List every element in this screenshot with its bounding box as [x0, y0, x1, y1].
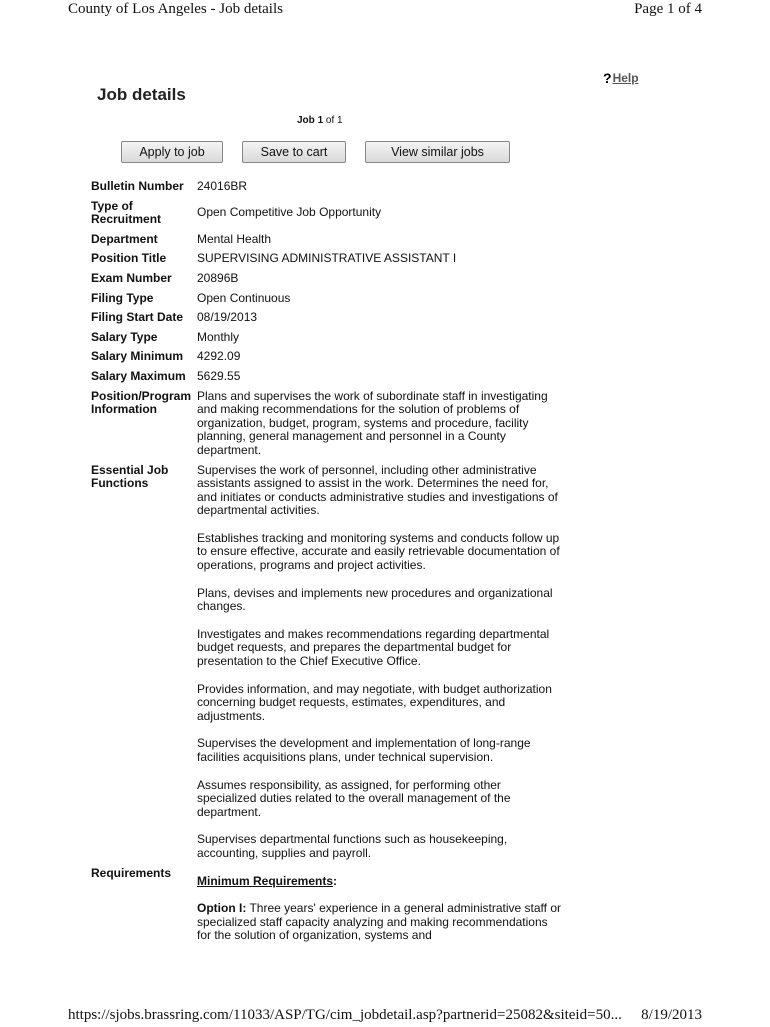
apply-to-job-button[interactable]: Apply to job: [121, 141, 223, 163]
job-count-prefix: Job: [297, 115, 315, 126]
option-i-label: Option I:: [197, 901, 247, 916]
field-value: Plans and supervises the work of subordinate staff in investigating and making recommendations for the solution of problems of organization, budget, program, systems and procedure, facility planning, general management and personnel in a County department.: [197, 388, 548, 457]
row-filing-type: [91, 292, 561, 306]
row-salary-minimum: [91, 350, 561, 364]
print-page-title: County of Los Angeles - Job details: [68, 1, 283, 17]
field-label: Type of Recruitment: [91, 198, 162, 227]
field-value: SUPERVISING ADMINISTRATIVE ASSISTANT I: [197, 251, 457, 266]
field-label: Filing Type: [91, 290, 154, 305]
function-paragraph: Supervises the development and implementation of long-range facilities acquisitions plans, under technical supervision.: [197, 736, 531, 764]
option-i-paragraph: [197, 902, 561, 943]
requirements-body: [197, 867, 561, 943]
print-url: https://sjobs.brassring.com/11033/ASP/TG/cim_jobdetail.asp?partnerid=25082&siteid=50...: [68, 1007, 622, 1023]
view-similar-jobs-button[interactable]: View similar jobs: [365, 141, 510, 163]
field-label: Position Title: [91, 251, 167, 266]
field-label: Essential Job Functions: [91, 462, 169, 491]
question-mark-icon: ?: [603, 70, 612, 86]
field-label: Requirements: [91, 865, 172, 880]
help-link[interactable]: Help: [612, 71, 639, 85]
field-value: 20896B: [197, 270, 239, 285]
min-requirements-heading: [197, 875, 561, 889]
function-paragraph: Supervises the work of personnel, including other administrative assistants assigned to assist in the work. Determines the need for, and initiates or conducts administrative studies and investigations of departmental activities.: [197, 462, 558, 518]
field-value: Mental Health: [197, 231, 272, 246]
row-bulletin-number: [91, 180, 561, 194]
row-essential-functions: [91, 464, 561, 861]
function-paragraph: Establishes tracking and monitoring systems and conducts follow up to ensure effective, accurate and easily retrievable documentation of operations, programs and project activities.: [197, 530, 560, 573]
option-i-text: Three years' experience in a general administrative staff or specialized staff capacity analyzing and making recommendations for the solution of organization, systems and: [197, 901, 562, 943]
field-label: Salary Type: [91, 329, 158, 344]
field-label: Filing Start Date: [91, 310, 184, 325]
function-paragraph: Assumes responsibility, as assigned, for performing other specialized duties related to the overall management of the department.: [197, 777, 511, 819]
job-details-table: [91, 180, 561, 949]
row-exam-number: [91, 272, 561, 286]
min-requirements-colon: :: [333, 873, 338, 888]
page-title: Job details: [97, 85, 186, 104]
row-requirements: [91, 867, 561, 943]
row-department: [91, 233, 561, 247]
field-value: 24016BR: [197, 179, 248, 193]
print-header: [68, 1, 702, 23]
function-paragraph: Provides information, and may negotiate, with budget authorization concerning budget requests, estimates, expenditures, and adjustments.: [197, 681, 552, 723]
job-count: [297, 115, 343, 126]
help-link-container[interactable]: [603, 70, 639, 86]
field-value: Open Competitive Job Opportunity: [197, 205, 382, 220]
row-filing-start-date: [91, 311, 561, 325]
field-value: Open Continuous: [197, 290, 291, 305]
function-paragraph: Investigates and makes recommendations regarding departmental budget requests, and prepares the departmental budget for presentation to the Chief Executive Office.: [197, 626, 550, 669]
field-value: 4292.09: [197, 349, 241, 364]
field-label: Exam Number: [91, 270, 172, 285]
field-label: Bulletin Number: [91, 179, 184, 193]
field-label: Department: [91, 231, 158, 246]
row-type-of-recruitment: [91, 200, 561, 227]
row-position-info: [91, 390, 561, 458]
job-count-suffix: of 1: [325, 115, 343, 126]
field-value: 5629.55: [197, 368, 241, 383]
field-label: Salary Minimum: [91, 349, 184, 364]
row-position-title: [91, 252, 561, 266]
field-label: Position/Program Information: [91, 388, 192, 417]
print-page-number: Page 1 of 4: [634, 1, 702, 17]
min-requirements-title: Minimum Requirements: [197, 873, 334, 888]
field-label: Salary Maximum: [91, 368, 186, 383]
field-value: Monthly: [197, 329, 240, 344]
save-to-cart-button[interactable]: Save to cart: [242, 141, 346, 163]
function-paragraph: Plans, devises and implements new procedures and organizational changes.: [197, 585, 553, 614]
function-paragraph: Supervises departmental functions such as housekeeping, accounting, supplies and payroll.: [197, 832, 508, 860]
print-date: 8/19/2013: [641, 1007, 702, 1023]
field-value: 08/19/2013: [197, 310, 258, 325]
essential-functions-list: [197, 464, 561, 861]
print-footer: [68, 1007, 702, 1027]
job-count-current: 1: [317, 115, 324, 126]
row-salary-maximum: [91, 370, 561, 384]
row-salary-type: [91, 331, 561, 345]
